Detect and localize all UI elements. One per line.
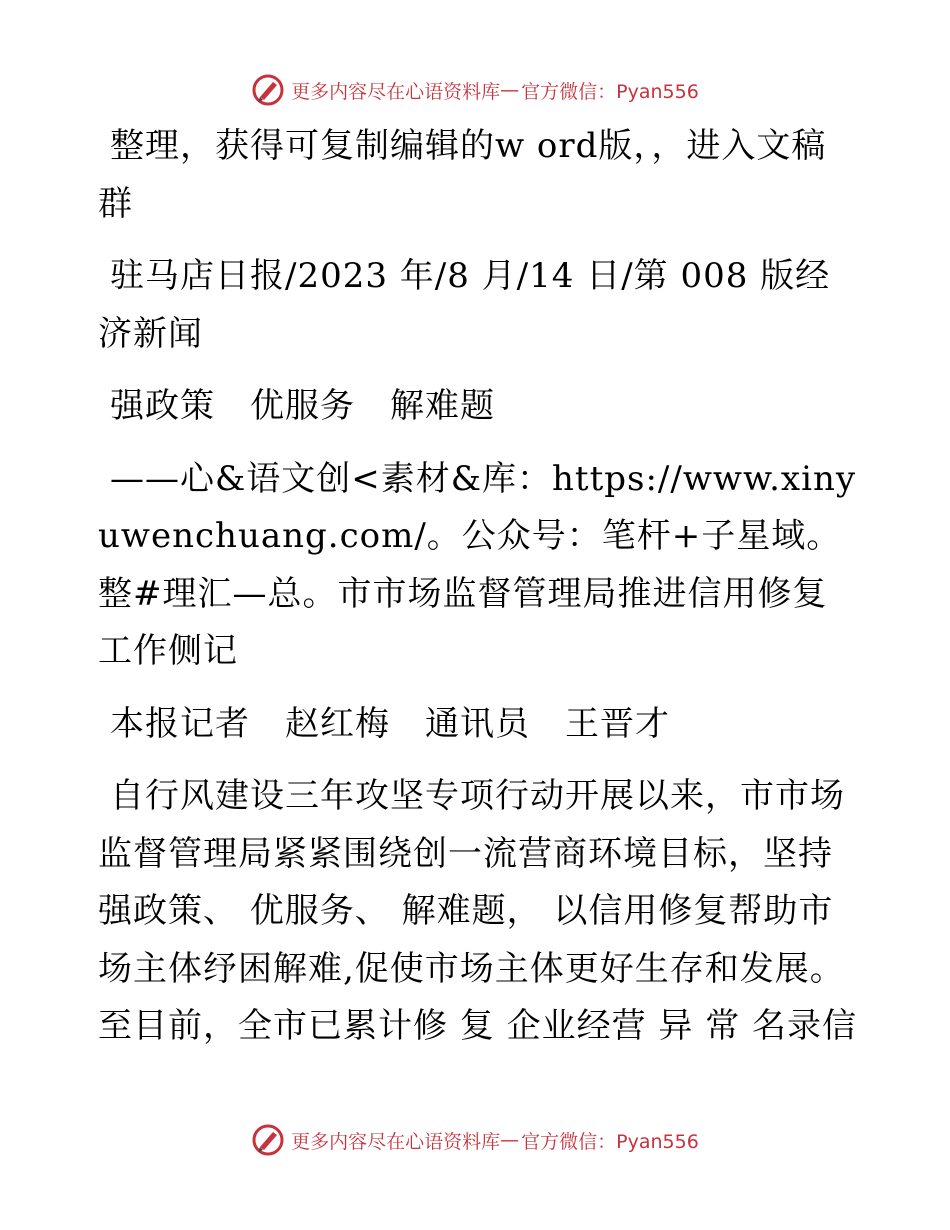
banner-text: 更多内容尽在心语资料库: [291, 1130, 501, 1153]
paragraph-intro: 整理，获得可复制编辑的w ord版，，进入文稿群: [98, 126, 827, 224]
byline: 本报记者 赵红梅 通讯员 王晋才: [110, 703, 670, 744]
article-title: 强政策 优服务 解难题: [110, 386, 495, 426]
banner-text: 更多内容尽在心语资料库: [291, 80, 501, 103]
article-subtitle: ——心&语文创<素材&库：https://www.xinyuwenchuang.com/。公众号：笔杆+子星域。整#理汇—总。市市场监督管理局推进信用修复工作侧记: [98, 458, 857, 671]
footer-watermark-banner: [0, 1120, 950, 1160]
banner-separator: —: [500, 1129, 520, 1151]
paragraph-body: 自行风建设三年攻坚专项行动开展以来，市市场监督管理局紧紧围绕创一流营商环境目标，坚持强政策、 优服务、 解难题， 以信用修复帮助市场主体纾困解难,促使市场主体更好生存和发展。至目前，全市已累计修 复 企业经营 异 常 名录信: [98, 776, 858, 1046]
header-watermark-banner: [0, 70, 950, 110]
brand-logo-icon: [251, 73, 285, 107]
brand-logo-icon: [251, 1123, 285, 1157]
paragraph-source: 驻马店日报/2023 年/8 月/14 日/第 008 版经济新闻: [98, 256, 831, 354]
document-body: [98, 118, 858, 1071]
banner-separator: —: [500, 79, 520, 101]
banner-contact: 官方微信：Pyan556: [521, 1130, 699, 1153]
banner-contact: 官方微信：Pyan556: [521, 80, 699, 103]
